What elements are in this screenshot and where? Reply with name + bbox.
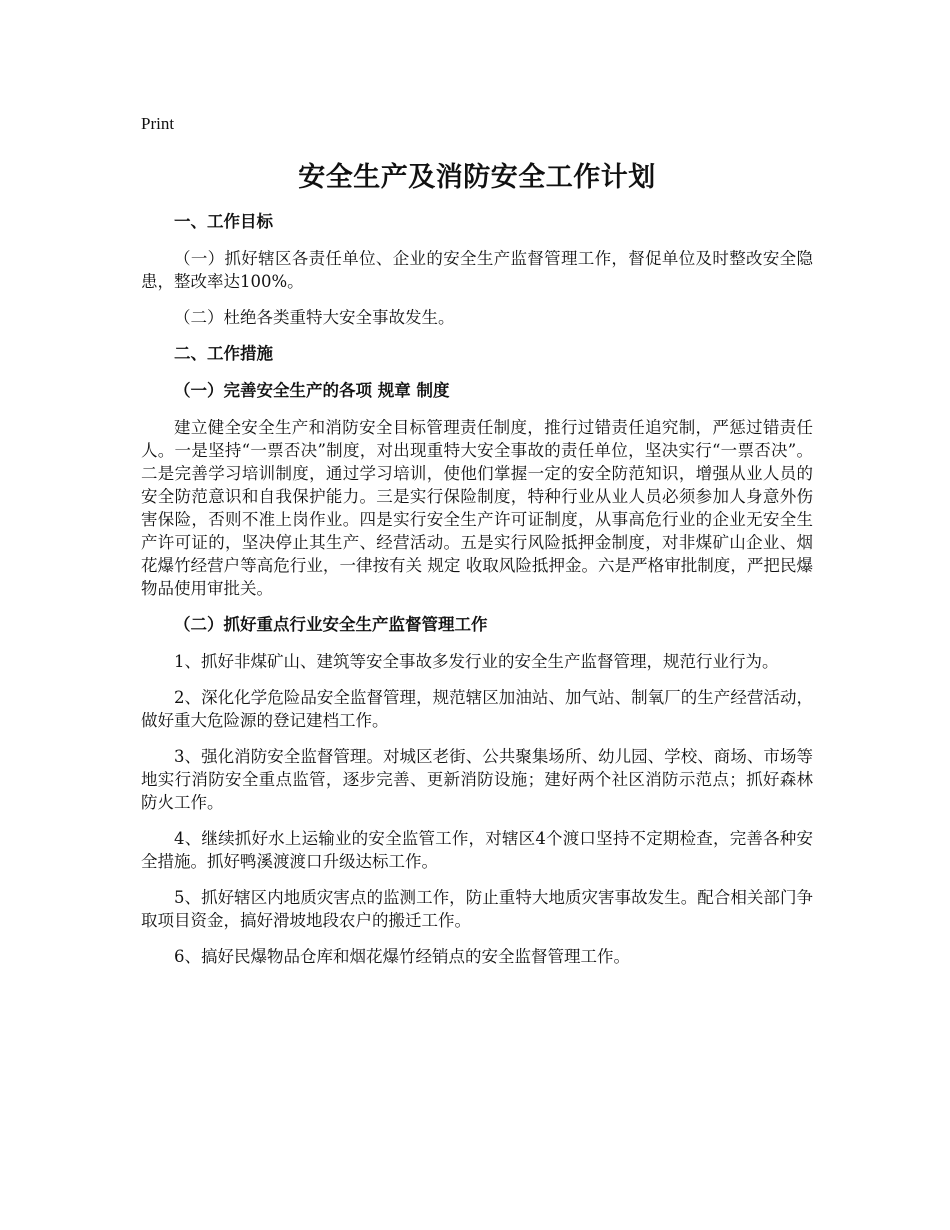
- list-item: 6、搞好民爆物品仓库和烟花爆竹经销点的安全监督管理工作。: [174, 947, 630, 966]
- page-title: 安全生产及消防安全工作计划: [298, 162, 656, 193]
- list-item: 5、抓好辖区内地质灾害点的监测工作，防止重特大地质灾害事故发生。配合相关部门争取项目资金，搞好滑坡地段农户的搬迁工作。: [141, 888, 813, 930]
- spacer: [141, 196, 813, 210]
- list-item: 4、继续抓好水上运输业的安全监管工作，对辖区4个渡口坚持不定期检查，完善各种安全措施。抓好鸭溪渡渡口升级达标工作。: [141, 829, 813, 871]
- rules-paragraph: 建立健全安全生产和消防安全目标管理责任制度，推行过错责任追究制，严惩过错责任人。一是坚持“一票否决”制度，对出现重特大安全事故的责任单位，坚决实行“一票否决”。二是完善学习培训制度，通过学习培训，使他们掌握一定的安全防范知识，增强从业人员的安全防范意识和自我保护能力。三是实行保险制度，特种行业从业人员必须参加人身意外伤害保险，否则不准上岗作业。四是实行安全生产许可证制度，从事高危行业的企业无安全生产许可证的，坚决停止其生产、经营活动。五是实行风险抵押金制度，对非煤矿山企业、烟花爆竹经营户等高危行业，一律按有关 规定 收取风险抵押金。六是严格审批制度，严把民爆物品使用审批关。: [141, 418, 813, 598]
- print-link[interactable]: Print: [141, 114, 175, 133]
- section-heading-goals: 一、工作目标: [174, 212, 273, 231]
- list-item: 2、深化化学危险品安全监督管理，规范辖区加油站、加气站、制氧厂的生产经营活动，做好重大危险源的登记建档工作。: [141, 688, 813, 730]
- subsection-heading-key-industries: （二）抓好重点行业安全生产监督管理工作: [174, 615, 488, 634]
- list-item: 1、抓好非煤矿山、建筑等安全事故多发行业的安全生产监督管理，规范行业行为。: [174, 652, 779, 671]
- goal-paragraph-2: （二）杜绝各类重特大安全事故发生。: [174, 308, 455, 327]
- document-page: [141, 112, 813, 968]
- section-heading-measures: 二、工作措施: [174, 344, 273, 363]
- list-item: 3、强化消防安全监督管理。对城区老街、公共聚集场所、幼儿园、学校、商场、市场等地实行消防安全重点监管，逐步完善、更新消防设施；建好两个社区消防示范点；抓好森林防火工作。: [141, 747, 813, 812]
- goal-paragraph-1: （一）抓好辖区各责任单位、企业的安全生产监督管理工作，督促单位及时整改安全隐患，整改率达100%。: [141, 249, 813, 291]
- subsection-heading-rules: （一）完善安全生产的各项 规章 制度: [174, 381, 450, 400]
